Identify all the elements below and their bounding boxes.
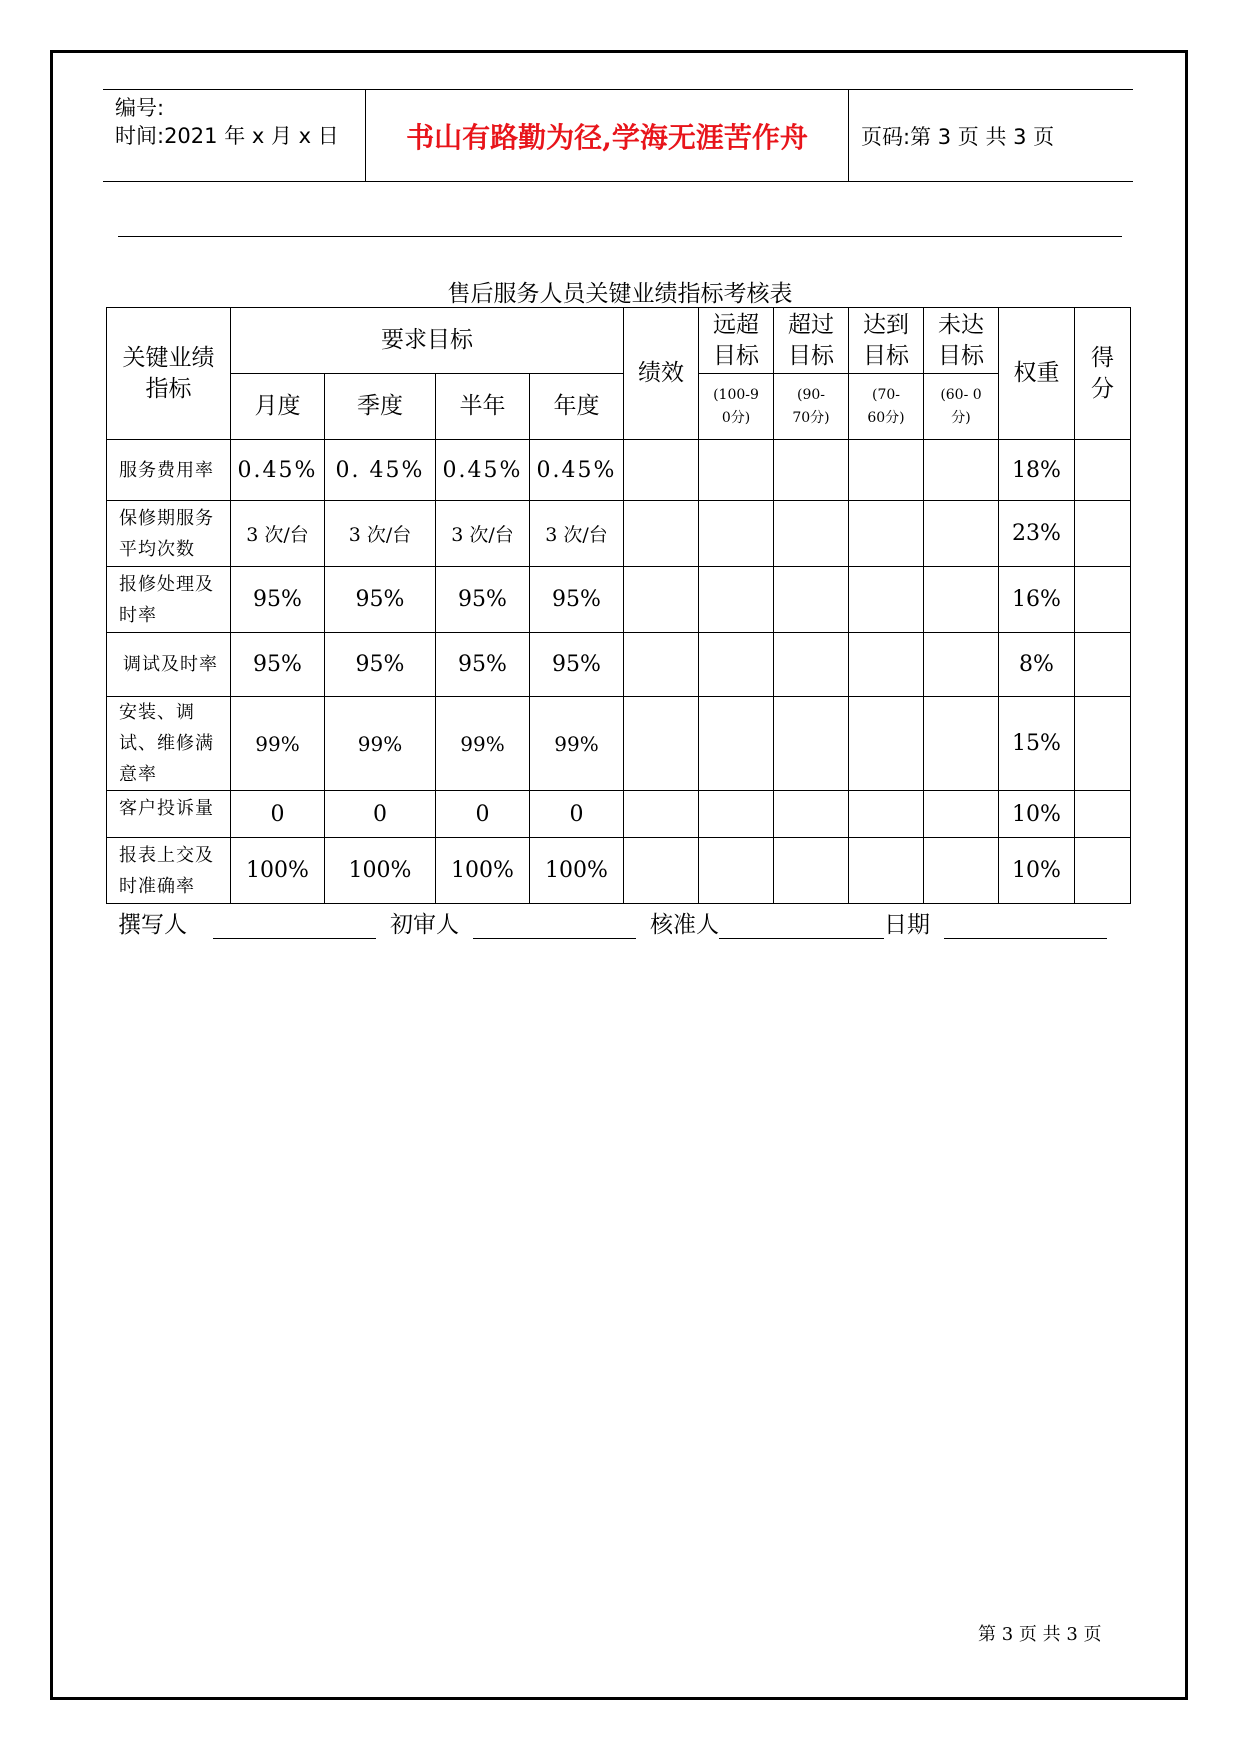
not-reach-cell	[924, 501, 999, 567]
col-performance: 绩效	[624, 308, 699, 440]
target-yearly: 100%	[530, 838, 624, 904]
not-reach-cell	[924, 633, 999, 697]
table-row	[107, 697, 1131, 791]
date-label: 日期	[884, 912, 930, 938]
kpi-name: 安装、调试、维修满意率	[107, 697, 231, 791]
table-row	[107, 501, 1131, 567]
page-header	[103, 89, 1133, 182]
target-monthly: 95%	[231, 633, 325, 697]
target-half-year: 100%	[436, 838, 530, 904]
target-monthly: 0	[231, 791, 325, 838]
range-not-reach: (60- 0分)	[924, 374, 999, 440]
col-far-exceed: 远超目标	[699, 308, 774, 374]
weight-value: 10%	[999, 791, 1075, 838]
score-cell	[1075, 697, 1131, 791]
performance-cell	[624, 633, 699, 697]
not-reach-cell	[924, 697, 999, 791]
weight-value: 16%	[999, 567, 1075, 633]
col-target-group: 要求目标	[231, 308, 624, 374]
reach-cell	[849, 440, 924, 501]
reach-cell	[849, 633, 924, 697]
performance-cell	[624, 838, 699, 904]
score-cell	[1075, 838, 1131, 904]
target-yearly: 99%	[530, 697, 624, 791]
target-yearly: 3 次/台	[530, 501, 624, 567]
weight-value: 10%	[999, 838, 1075, 904]
score-cell	[1075, 440, 1131, 501]
target-monthly: 99%	[231, 697, 325, 791]
far-exceed-cell	[699, 633, 774, 697]
col-exceed: 超过目标	[774, 308, 849, 374]
far-exceed-cell	[699, 838, 774, 904]
table-row	[107, 838, 1131, 904]
performance-cell	[624, 697, 699, 791]
col-yearly: 年度	[530, 374, 624, 440]
far-exceed-cell	[699, 567, 774, 633]
target-quarterly: 95%	[325, 633, 436, 697]
far-exceed-cell	[699, 697, 774, 791]
target-quarterly: 100%	[325, 838, 436, 904]
target-quarterly: 3 次/台	[325, 501, 436, 567]
header-row-1	[107, 308, 1131, 374]
not-reach-cell	[924, 567, 999, 633]
exceed-cell	[774, 697, 849, 791]
target-monthly: 95%	[231, 567, 325, 633]
range-far-exceed: (100-9 0分)	[699, 374, 774, 440]
weight-value: 15%	[999, 697, 1075, 791]
page-footer: 第 3 页 共 3 页	[978, 1624, 1102, 1645]
exceed-cell	[774, 567, 849, 633]
performance-cell	[624, 791, 699, 838]
kpi-table	[106, 307, 1131, 904]
score-cell	[1075, 633, 1131, 697]
table-title: 售后服务人员关键业绩指标考核表	[447, 281, 793, 307]
exceed-cell	[774, 633, 849, 697]
score-cell	[1075, 501, 1131, 567]
weight-value: 8%	[999, 633, 1075, 697]
target-quarterly: 95%	[325, 567, 436, 633]
col-monthly: 月度	[231, 374, 325, 440]
range-reach: (70- 60分)	[849, 374, 924, 440]
performance-cell	[624, 501, 699, 567]
target-yearly: 95%	[530, 567, 624, 633]
target-yearly: 0.45%	[530, 440, 624, 501]
header-page-label: 页码:第 3 页 共 3 页	[861, 124, 1055, 149]
exceed-cell	[774, 440, 849, 501]
reach-cell	[849, 501, 924, 567]
date-line[interactable]	[944, 912, 1107, 939]
far-exceed-cell	[699, 501, 774, 567]
target-quarterly: 0. 45%	[325, 440, 436, 501]
writer-label: 撰写人	[118, 912, 187, 938]
reach-cell	[849, 838, 924, 904]
not-reach-cell	[924, 440, 999, 501]
target-monthly: 3 次/台	[231, 501, 325, 567]
far-exceed-cell	[699, 791, 774, 838]
exceed-cell	[774, 791, 849, 838]
score-cell	[1075, 791, 1131, 838]
target-half-year: 99%	[436, 697, 530, 791]
weight-value: 18%	[999, 440, 1075, 501]
far-exceed-cell	[699, 440, 774, 501]
table-row	[107, 633, 1131, 697]
col-half-year: 半年	[436, 374, 530, 440]
range-exceed: (90- 70分)	[774, 374, 849, 440]
score-cell	[1075, 567, 1131, 633]
reach-cell	[849, 791, 924, 838]
approver-signature-line[interactable]	[719, 912, 884, 939]
header-motto: 书山有路勤为径,学海无涯苦作舟	[365, 90, 849, 181]
number-label: 编号:	[115, 96, 165, 120]
weight-value: 23%	[999, 501, 1075, 567]
target-quarterly: 99%	[325, 697, 436, 791]
kpi-name: 客户投诉量	[107, 791, 231, 838]
first-reviewer-signature-line[interactable]	[473, 912, 636, 939]
performance-cell	[624, 567, 699, 633]
target-monthly: 100%	[231, 838, 325, 904]
target-half-year: 95%	[436, 633, 530, 697]
header-meta	[115, 94, 339, 150]
col-quarterly: 季度	[325, 374, 436, 440]
kpi-name: 调试及时率	[107, 633, 231, 697]
col-reach: 达到目标	[849, 308, 924, 374]
target-half-year: 3 次/台	[436, 501, 530, 567]
header-row-2	[107, 374, 1131, 440]
not-reach-cell	[924, 791, 999, 838]
exceed-cell	[774, 838, 849, 904]
target-yearly: 0	[530, 791, 624, 838]
reach-cell	[849, 567, 924, 633]
col-weight: 权重	[999, 308, 1075, 440]
table-row	[107, 791, 1131, 838]
kpi-name: 报修处理及时率	[107, 567, 231, 633]
writer-signature-line[interactable]	[213, 912, 376, 939]
col-score: 得分	[1075, 308, 1131, 440]
target-half-year: 0	[436, 791, 530, 838]
performance-cell	[624, 440, 699, 501]
kpi-name: 服务费用率	[107, 440, 231, 501]
target-half-year: 95%	[436, 567, 530, 633]
first-reviewer-label: 初审人	[390, 912, 459, 938]
target-half-year: 0.45%	[436, 440, 530, 501]
kpi-name: 保修期服务平均次数	[107, 501, 231, 567]
target-monthly: 0.45%	[231, 440, 325, 501]
table-row	[107, 440, 1131, 501]
approver-label: 核准人	[650, 912, 719, 938]
target-quarterly: 0	[325, 791, 436, 838]
table-row	[107, 567, 1131, 633]
not-reach-cell	[924, 838, 999, 904]
col-not-reach: 未达目标	[924, 308, 999, 374]
kpi-name: 报表上交及时准确率	[107, 838, 231, 904]
divider-line	[118, 236, 1122, 237]
reach-cell	[849, 697, 924, 791]
signature-row	[118, 906, 1128, 939]
time-label: 时间:2021 年 x 月 x 日	[115, 124, 339, 148]
col-kpi: 关键业绩指标	[107, 308, 231, 440]
exceed-cell	[774, 501, 849, 567]
target-yearly: 95%	[530, 633, 624, 697]
